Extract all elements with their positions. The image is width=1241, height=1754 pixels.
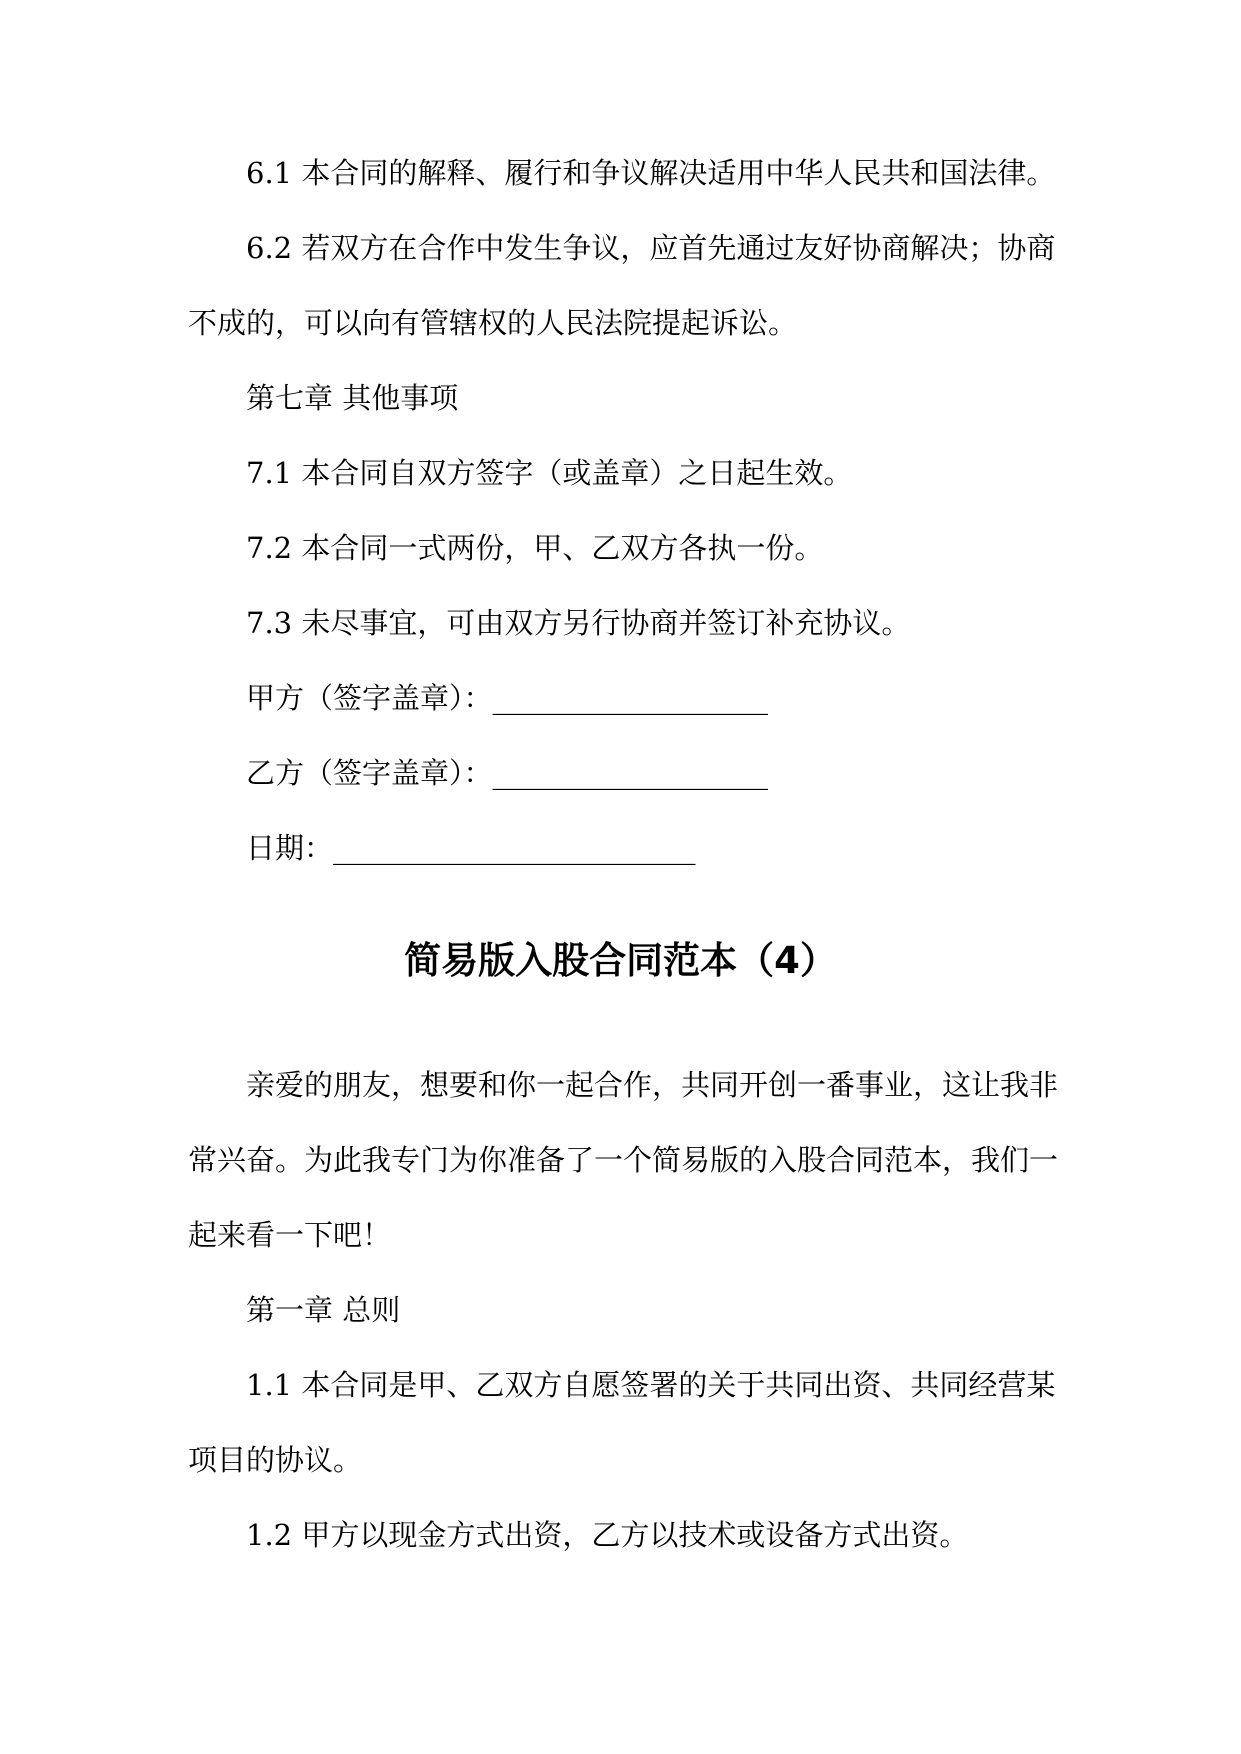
document-title: 简易版入股合同范本（4） bbox=[404, 939, 837, 982]
clause-7-3: 7.3 未尽事宜，可由双方另行协商并签订补充协议。 bbox=[246, 606, 911, 640]
chapter-7-heading: 第七章 其他事项 bbox=[246, 381, 459, 415]
intro-line-2: 常兴奋。为此我专门为你准备了一个简易版的入股合同范本，我们一 bbox=[188, 1143, 1059, 1177]
chapter-1-heading: 第一章 总则 bbox=[246, 1293, 401, 1327]
party-b-signature-line: 乙方（签字盖章）：___________________ bbox=[246, 756, 769, 790]
intro-line-3: 起来看一下吧！ bbox=[188, 1218, 392, 1252]
intro-line-1: 亲爱的朋友，想要和你一起合作，共同开创一番事业，这让我非 bbox=[246, 1068, 1059, 1102]
clause-6-2-line-1: 6.2 若双方在合作中发生争议，应首先通过友好协商解决；协商 bbox=[246, 231, 1056, 265]
clause-7-1: 7.1 本合同自双方签字（或盖章）之日起生效。 bbox=[246, 456, 853, 490]
clause-6-2-line-2: 不成的，可以向有管辖权的人民法院提起诉讼。 bbox=[188, 306, 798, 340]
clause-6-1: 6.1 本合同的解释、履行和争议解决适用中华人民共和国法律。 bbox=[246, 156, 1056, 190]
clause-1-1-line-2: 项目的协议。 bbox=[188, 1443, 363, 1477]
party-a-signature-line: 甲方（签字盖章）：___________________ bbox=[246, 681, 769, 715]
clause-7-2: 7.2 本合同一式两份，甲、乙双方各执一份。 bbox=[246, 531, 824, 565]
date-line: 日期：_________________________ bbox=[246, 831, 696, 865]
clause-1-1-line-1: 1.1 本合同是甲、乙双方自愿签署的关于共同出资、共同经营某 bbox=[246, 1368, 1056, 1402]
clause-1-2: 1.2 甲方以现金方式出资，乙方以技术或设备方式出资。 bbox=[246, 1518, 969, 1552]
